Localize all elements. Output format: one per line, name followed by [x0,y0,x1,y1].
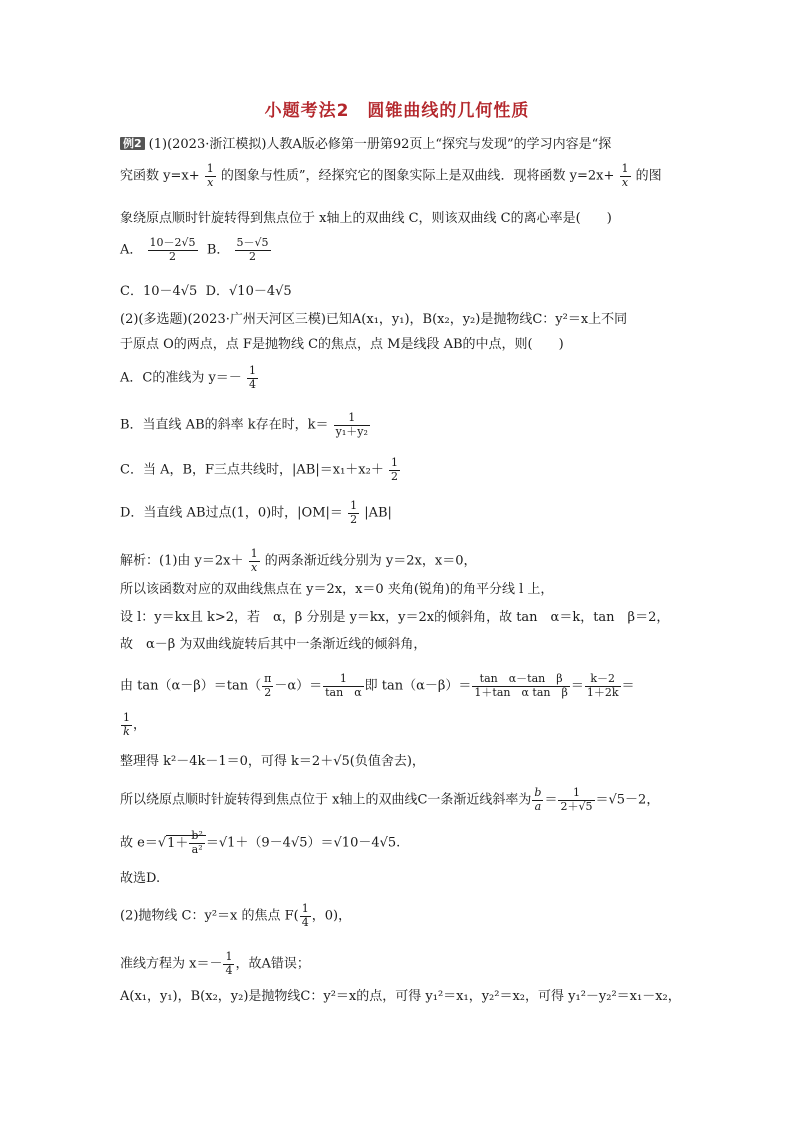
q1-options-cd: C．10－4√5 D．√10－4√5 [120,284,292,299]
fraction: $\frac{1}{\text{y₁＋y₂}}$ [335,411,368,438]
solution-line-12: 准线方程为 x＝－ $\frac{1}{4}$ ，故A错误； [120,950,310,977]
solution-line-1: 解析：(1)由 y＝2x＋ $\frac{1}{x}$ 的两条渐近线分别为 y＝2x，x＝0， [120,547,477,574]
solution-line-8: 所以绕原点顺时针旋转得到焦点位于 x轴上的双曲线C一条渐近线斜率为 $\frac{b}{a}$ ＝ $\frac{1}{2+√5}$ ＝√5－2， [120,786,660,813]
solution-line-11: (2)抛物线 C：y²＝x 的焦点 F( $\frac{1}{4}$ ，0)， [120,902,352,929]
fraction: $\frac{1}{2+√5}$ [560,786,593,813]
q2-option-c: C．当 A，B，F三点共线时，|AB|＝x₁＋x₂＋ $\frac{1}{2}$ [120,456,398,483]
q2-option-b: B．当直线 AB的斜率 k存在时，k＝ $\frac{1}{\text{y₁＋y₂}}$ [120,411,368,438]
page-title: 小题考法2 圆锥曲线的几何性质 [264,101,530,121]
solution-line-6: $\frac{1}{k}$ ， [123,711,147,738]
fraction: $\frac{1}{2}$ [350,499,358,526]
fraction: $\frac{b}{a}$ [534,786,542,813]
solution-line-7: 整理得 k²－4k－1＝0，可得 k＝2＋√5(负值舍去)， [120,754,425,769]
q2-line-2: 于原点 O的两点，点 F是抛物线 C的焦点，点 M是线段 AB的中点，则( ) [120,337,564,352]
solution-line-9: 故 e＝√1＋ $\frac{\text{b²}}{\text{a²}}$ ＝√1＋（9－4√5）＝√10－4√5. [120,829,401,856]
q2-option-d: D．当直线 AB过点(1，0)时，|OM|＝ $\frac{1}{2}$ |AB| [120,499,392,526]
option-a-fraction: $\frac{10-2√5}{2}$ [149,236,196,263]
fraction: $\frac{1}{4}$ [301,902,309,929]
fraction: $\frac{1}{4}$ [248,364,256,391]
fraction: $\frac{1}{\text{tan α}}$ [325,672,362,699]
fraction: $\frac{\text{b²}}{\text{a²}}$ [191,829,203,856]
fraction: $\frac{1}{x}$ [621,162,629,189]
q2-line-1: (2)(多选题)(2023·广州天河区三模)已知A(x₁，y₁)，B(x₂，y₂)是抛物线C：y²＝x上不同 [120,312,628,327]
q1-line-2: 究函数 y=x+ $\frac{1}{x}$ 的图象与性质”，经探究它的图象实际上是双曲线．现将函数 y=2x+ $\frac{1}{x}$ 的图 [120,162,662,189]
q1-options-ab: A． $\frac{10-2√5}{2}$ B． $\frac{5-√5}{2}$ [120,236,269,263]
fraction: $\frac{1}{x}$ [250,547,258,574]
solution-line-3: 设 l：y＝kx且 k>2，若 α，β 分别是 y＝kx，y＝2x的倾斜角，故 tan α＝k，tan β＝2， [120,610,670,625]
fraction: $\frac{1}{4}$ [225,950,233,977]
fraction: $\frac{1}{2}$ [390,456,398,483]
radical: 1＋ $\frac{\text{b²}}{\text{a²}}$ [166,835,206,851]
example-badge: 例2 [120,137,145,150]
solution-line-4: 故 α－β 为双曲线旋转后其中一条渐近线的倾斜角， [120,637,427,652]
solution-line-13: A(x₁，y₁)，B(x₂，y₂)是抛物线C：y²＝x的点，可得 y₁²＝x₁，y₂²＝x₂，可得 y₁²－y₂²＝x₁－x₂， [120,989,681,1004]
solution-line-10: 故选D. [120,871,161,886]
option-b-fraction: $\frac{5-√5}{2}$ [236,236,269,263]
q1-line-1: 例2 (1)(2023·浙江模拟)人教A版必修第一册第92页上“探究与发现”的学习内容是“探 [120,137,611,151]
fraction: $\frac{\text{tan α－tan β}}{\text{1＋tan α tan β}}$ [474,672,568,699]
q2-option-a: A．C的准线为 y＝－ $\frac{1}{4}$ [120,364,256,391]
fraction: $\frac{1}{k}$ [123,711,130,738]
solution-line-5: 由 tan（α－β）＝tan（ $\frac{\pi}{2}$ －α）＝ $\frac{1}{\text{tan α}}$ 即 tan（α－β）＝ $\frac{\text{tan α－tan β}}{\text{1＋tan α tan β}}$ ＝ $\frac{k-2}{1+2k}$ ＝ [120,672,635,699]
solution-line-2: 所以该函数对应的双曲线焦点在 y＝2x，x＝0 夹角(锐角)的角平分线 l 上， [120,582,554,597]
q1-line-3: 象绕原点顺时针旋转得到焦点位于 x轴上的双曲线 C，则该双曲线 C的离心率是( ) [120,211,612,226]
fraction: $\frac{k-2}{1+2k}$ [586,672,619,699]
fraction: $\frac{\pi}{2}$ [264,672,272,699]
fraction: $\frac{1}{x}$ [206,162,214,189]
